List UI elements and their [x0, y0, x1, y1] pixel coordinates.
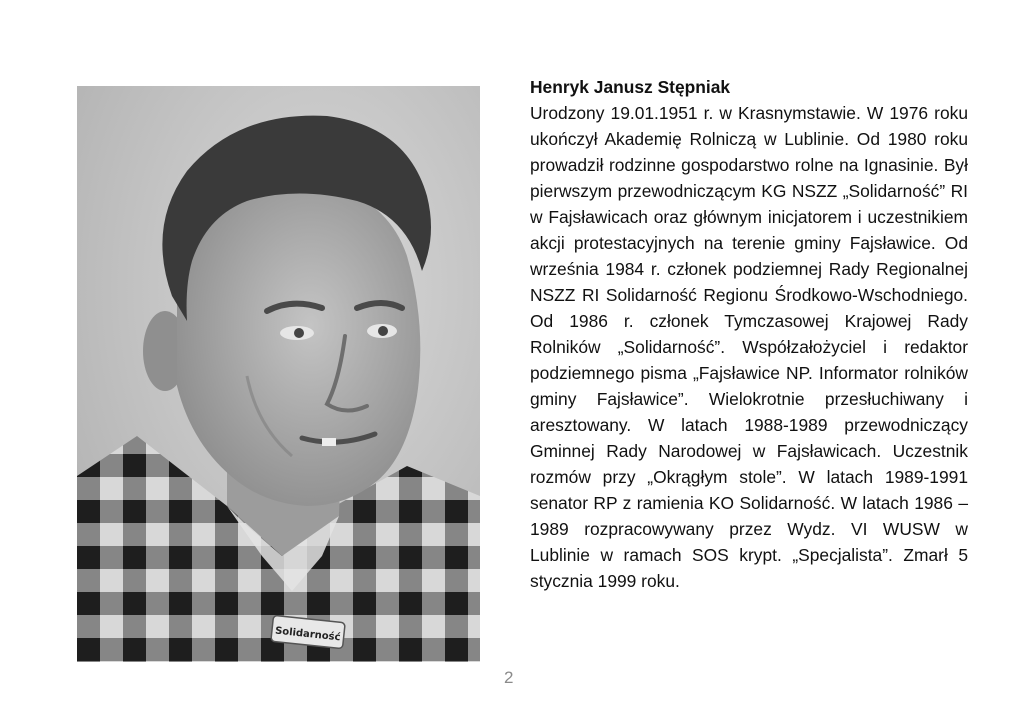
badge-text: Solidarność	[274, 625, 341, 644]
person-name: Henryk Janusz Stępniak	[530, 77, 731, 97]
portrait-illustration	[77, 86, 480, 662]
biography-text: Urodzony 19.01.1951 r. w Krasnymstawie. W 1976 roku ukończył Akademię Rolniczą w Lublinie. Od 1980 roku prowadził rodzinne gospodarstwo rolne na Ignasinie. Był pierwszym przewodniczącym KG NSZZ „Solidarność” RI w Fajsławicach oraz głównym inicjatorem i uczestnikiem akcji protestacyjnych na terenie gminy Fajsławice. Od września 1984 r. członek podziemnej Rady Regionalnej NSZZ RI Solidarność Regionu Środkowo-Wschodniego. Od 1986 r. członek Tymczasowej Krajowej Rady Rolników „Solidarność”. Współzałożyciel i redaktor podziemnego pisma „Fajsławice NP. Informator rolników gminy Fajsławice”. Wielokrotnie przesłuchiwany i aresztowany. W latach 1988-1989 przewodniczący Gminnej Rady Narodowej w Fajsławicach. Uczestnik rozmów przy „Okrągłym stole”. W latach 1989-1991 senator RP z ramienia KO Solidarność. W latach 1986 –1989 rozpracowywany przez Wydz. VI WUSW w Lublinie w ramach SOS krypt. „Specjalista”. Zmarł 5 stycznia 1999 roku.	[530, 103, 968, 591]
page-number: 2	[504, 668, 514, 687]
portrait-photo	[77, 86, 480, 662]
biography-block	[530, 74, 968, 594]
